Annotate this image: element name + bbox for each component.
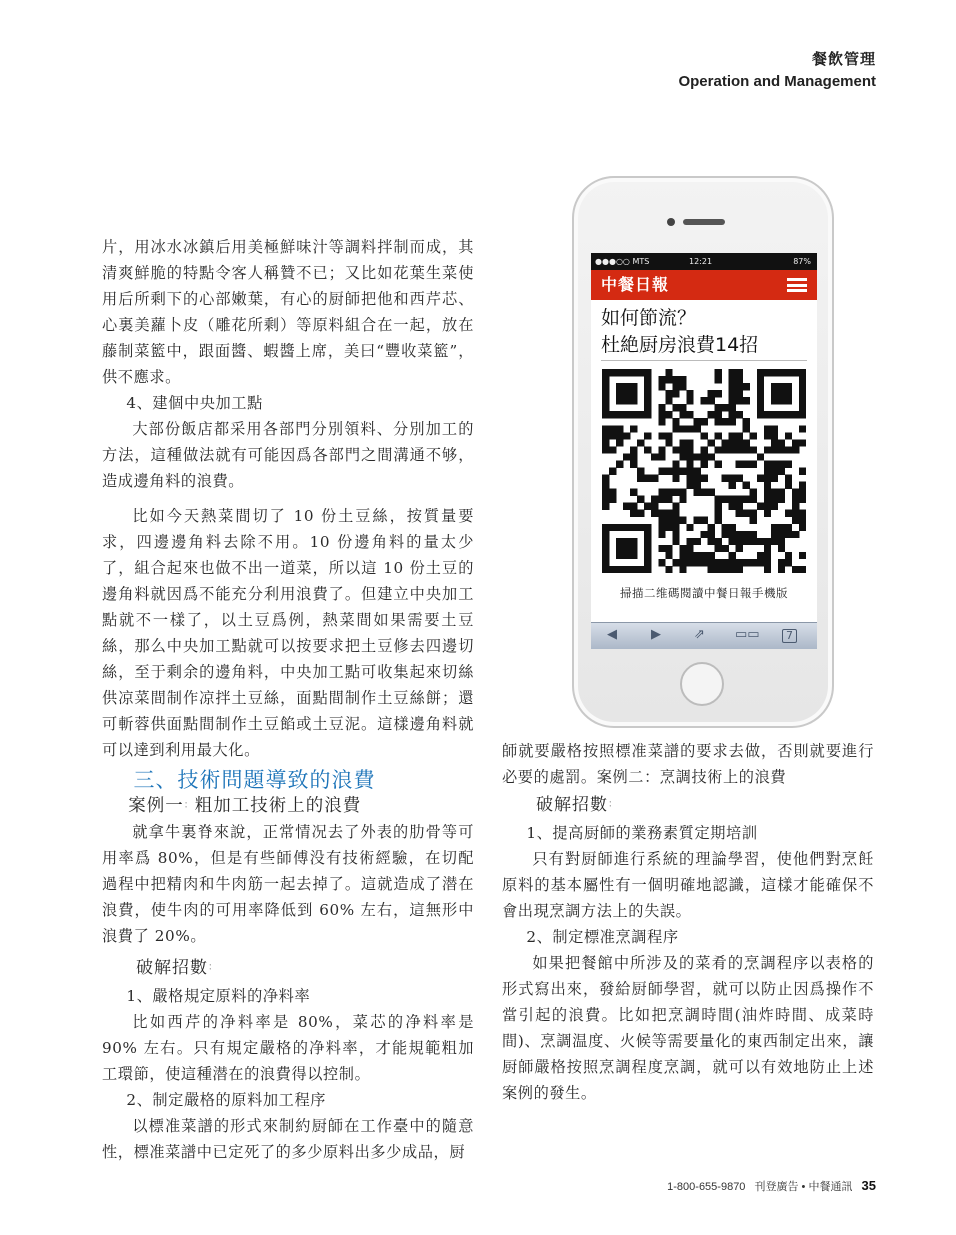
app-logo: 中餐日報 [601, 275, 670, 294]
left-column [102, 234, 474, 1165]
home-button [680, 662, 724, 706]
camera-icon [667, 218, 675, 226]
case-title: 粗加工技術上的浪費 [194, 796, 362, 816]
numbered-heading: 2、制定嚴格的原料加工程序 [126, 1091, 327, 1109]
status-bar [591, 253, 817, 270]
numbered-heading: 4、建個中央加工點 [126, 394, 263, 412]
paragraph: 大部份飯店都采用各部門分別領料、分別加工的方法，這種做法就有可能因爲各部門之間溝通不够，造成邊角料的浪費。 [102, 420, 474, 490]
subheading-separator: ： [608, 799, 619, 810]
status-battery: 87% [793, 257, 811, 266]
subheading-separator: ： [208, 962, 219, 973]
headline-line-2: 杜絶厨房浪費14招 [601, 334, 759, 356]
subheading [102, 953, 474, 983]
paragraph: 只有對厨師進行系統的理論學習，使他們對烹飪原料的基本屬性有一個明確地認識，這樣才能確保不會出現烹調方法上的失誤。 [502, 850, 874, 920]
numbered-heading: 1、提高厨師的業務素質定期培訓 [526, 824, 758, 842]
status-carrier: ●●●○○ MTS [595, 257, 650, 266]
scan-caption: 掃描二维碼閱讀中餐日報手機版 [620, 586, 788, 600]
paragraph: 比如今天熱菜間切了 10 份土豆絲，按質量要求，四邊邊角料去除不用。10 份邊角料的量太少了，組合起來也做不出一道菜，所以這 10 份土豆的邊角料就因爲不能充分利用浪費了。但建立中央加工點就不一樣了，以土豆爲例，熱菜間如果需要土豆絲，那么中央加工點就可以按要求把土豆修去四邊切絲，至于剩余的邊角料，中央加工點可收集起來切絲供凉菜間制作凉拌土豆絲，面點間制作土豆絲餅；還可斬蓉供面點間制作土豆餡或土豆泥。這樣邊角料就可以達到利用最大化。 [102, 507, 474, 759]
app-header [591, 270, 817, 300]
numbered-heading: 1、嚴格規定原料的净料率 [126, 987, 311, 1005]
paragraph: 如果把餐館中所涉及的菜肴的烹調程序以表格的形式寫出來，發給厨師學習，就可以防止因爲操作不當引起的浪費。比如把烹調時間(油炸時間、成菜時間)、烹調温度、火候等需要量化的東西制定出來，讓厨師嚴格按照烹調程度烹調，就可以有效地防止上述案例的發生。 [502, 954, 874, 1102]
article-headline [601, 305, 811, 359]
divider [601, 360, 807, 361]
subheading-label: 破解招數 [536, 795, 608, 815]
status-time: 12:21 [689, 257, 713, 266]
menu-icon[interactable] [787, 278, 807, 292]
paragraph: 比如西芹的净料率是 80%，菜芯的净料率是 90% 左右。只有規定嚴格的净料率，才能規範粗加工環節，使這種潜在的浪費得以控制。 [102, 1013, 474, 1083]
share-icon[interactable]: ⇗ [694, 627, 705, 642]
qr-code [602, 369, 806, 573]
case-heading [102, 793, 474, 819]
case-label: 案例一 [128, 796, 184, 816]
right-column [502, 738, 874, 1106]
page-number: 35 [861, 1178, 876, 1193]
phone-illustration [572, 176, 834, 728]
paragraph: 師就要嚴格按照標准菜譜的要求去做，否則就要進行必要的處罰。案例二：烹調技術上的浪費 [502, 742, 874, 786]
paragraph: 就拿牛裏脊來說，正常情况去了外表的肋骨等可用率爲 80%，但是有些師傅没有技術經驗，在切配過程中把精肉和牛肉筋一起去掉了。這就造成了潜在浪費，使牛肉的可用率降低到 60% 左右，這無形中浪費了 20%。 [102, 823, 474, 945]
ad-label: 刊登廣告 • 中餐通訊 [754, 1181, 853, 1193]
phone-screen [591, 253, 817, 649]
paragraph: 片，用冰水冰鎮后用美極鮮味汁等調料拌制而成，其清爽鮮脆的特點令客人稱贊不已；又比如花葉生菜使用后所剩下的心部嫩葉，有心的厨師把他和西芹芯、心裏美蘿卜皮（雕花所剩）等原料組合在一起，放在藤制菜籃中，跟面醬、蝦醬上席，美曰“豐收菜籃”，供不應求。 [102, 238, 474, 386]
bookmarks-icon[interactable]: ▭▭ [735, 627, 760, 642]
case-separator: ： [183, 800, 195, 811]
subheading [502, 790, 874, 820]
browser-toolbar [591, 622, 817, 649]
numbered-heading: 2、制定標准烹調程序 [526, 928, 679, 946]
speaker-grille [683, 219, 725, 225]
paragraph: 以標准菜譜的形式來制約厨師在工作臺中的隨意性，標准菜譜中已定死了的多少原料出多少成品，厨 [102, 1117, 474, 1161]
headline-line-1: 如何節流？ [601, 307, 697, 329]
tabs-icon[interactable]: 7 [782, 629, 797, 643]
subheading-label: 破解招數 [136, 958, 208, 978]
forward-icon[interactable]: ▶ [651, 627, 661, 642]
section-title-cn: 餐飲管理 [811, 50, 876, 68]
ad-phone: 1-800-655-9870 [667, 1181, 746, 1193]
back-icon[interactable]: ◀ [607, 627, 617, 642]
section-heading: 三、技術問題導致的浪費 [133, 768, 376, 792]
page-footer [667, 1178, 876, 1194]
section-title-en: Operation and Management [678, 73, 876, 90]
